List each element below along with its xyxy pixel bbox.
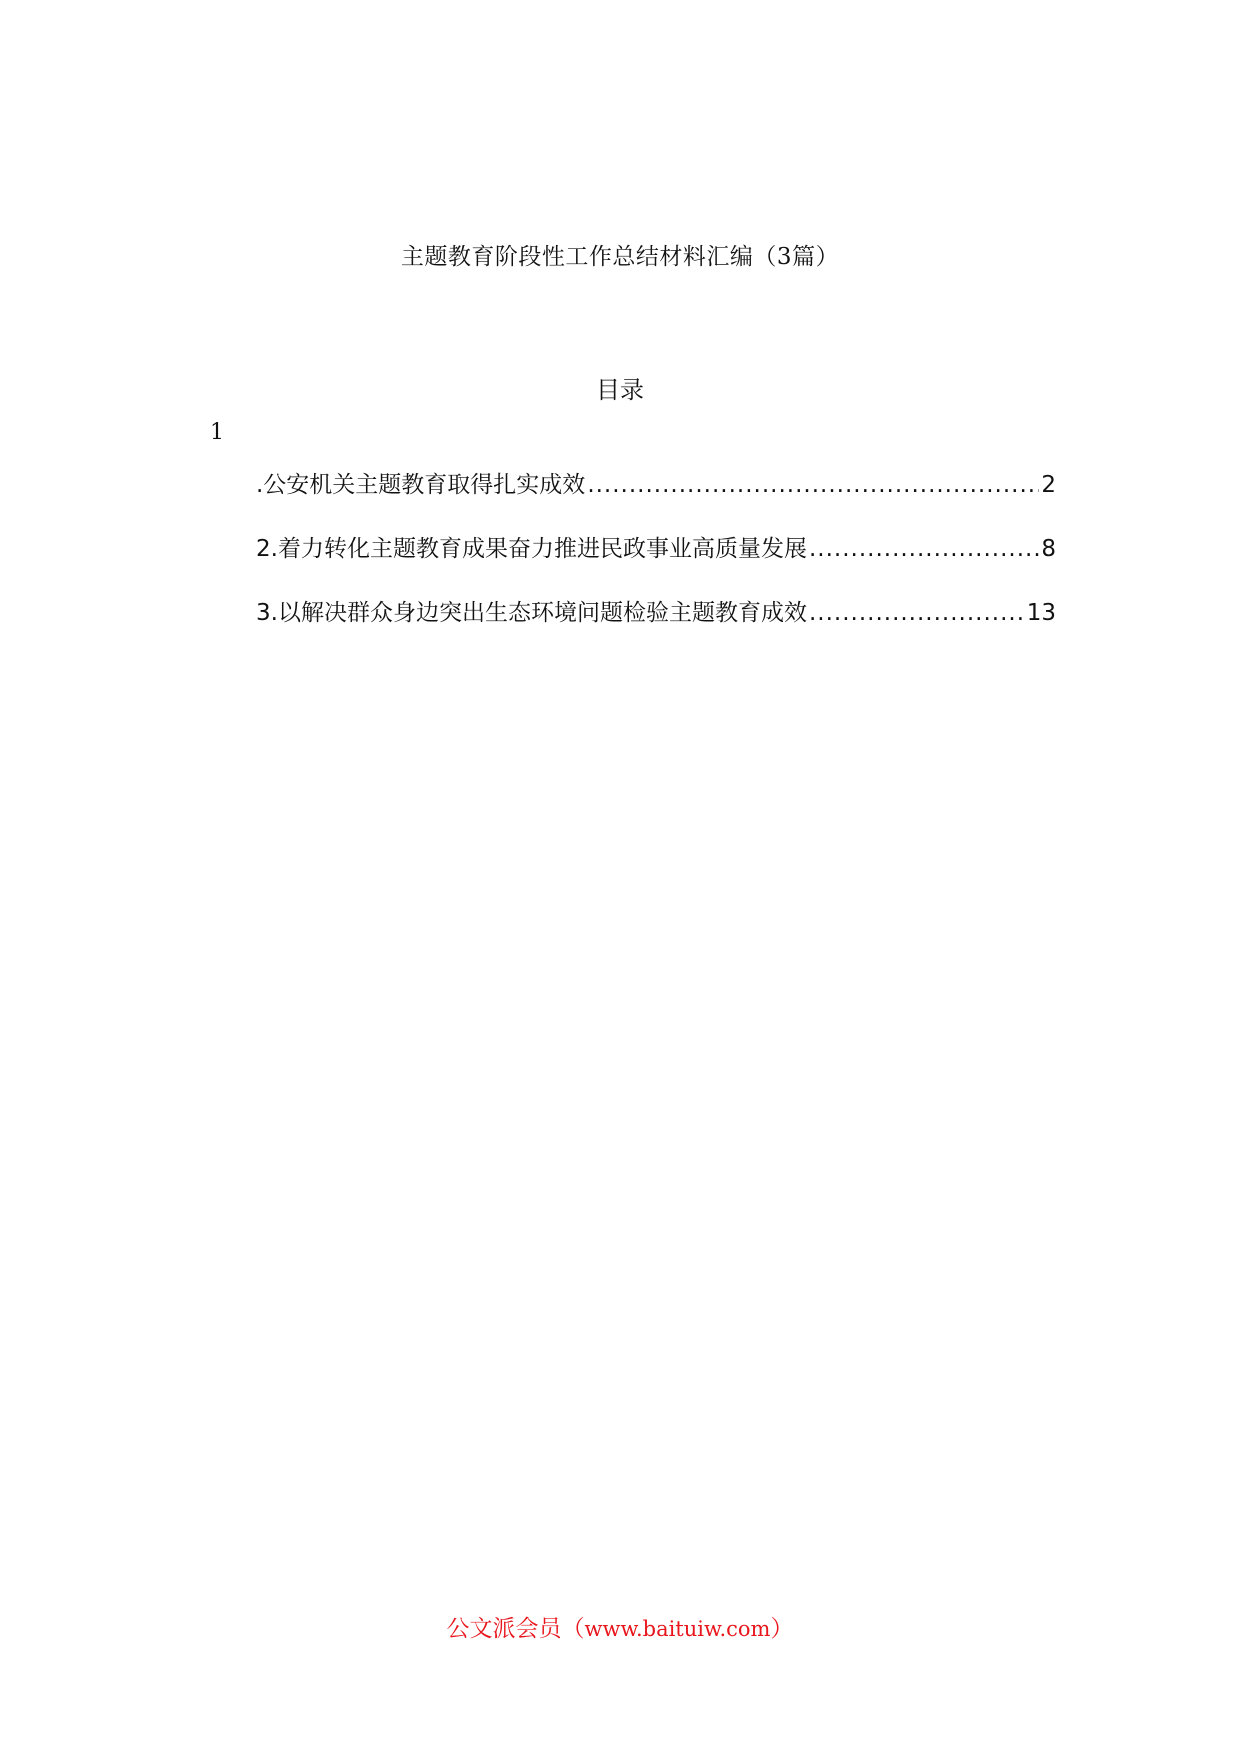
footer-close: ） bbox=[770, 1616, 794, 1642]
footer-url[interactable]: www.baituiw.com bbox=[584, 1617, 771, 1641]
table-of-contents bbox=[256, 466, 1056, 658]
toc-entry-2[interactable] bbox=[256, 530, 1056, 594]
document-title bbox=[0, 238, 1240, 271]
toc-dot-leader bbox=[809, 536, 1039, 562]
document-title-count: 3 bbox=[776, 244, 793, 270]
toc-entry-page: 13 bbox=[1026, 600, 1056, 626]
document-title-tail: 篇） bbox=[792, 244, 840, 270]
toc-entry-page: 8 bbox=[1041, 536, 1056, 562]
toc-entry-label: .公安机关主题教育取得扎实成效 bbox=[256, 472, 586, 498]
toc-entry-label: 3.以解决群众身边突出生态环境问题检验主题教育成效 bbox=[256, 600, 807, 626]
toc-dot-leader bbox=[587, 472, 1039, 498]
document-title-main: 主题教育阶段性工作总结材料汇编（ bbox=[400, 244, 777, 270]
toc-heading: 目录 bbox=[596, 376, 644, 404]
toc-entry-3[interactable] bbox=[256, 594, 1056, 658]
toc-entry-page: 2 bbox=[1041, 472, 1056, 498]
toc-entry-label: 2.着力转化主题教育成果奋力推进民政事业高质量发展 bbox=[256, 536, 807, 562]
footer-watermark bbox=[0, 1610, 1240, 1643]
toc-entry-1[interactable] bbox=[256, 466, 1056, 530]
toc-dot-leader bbox=[809, 600, 1025, 626]
toc-stray-number: 1 bbox=[210, 420, 224, 445]
footer-brand: 公文派会员（ bbox=[446, 1616, 585, 1642]
